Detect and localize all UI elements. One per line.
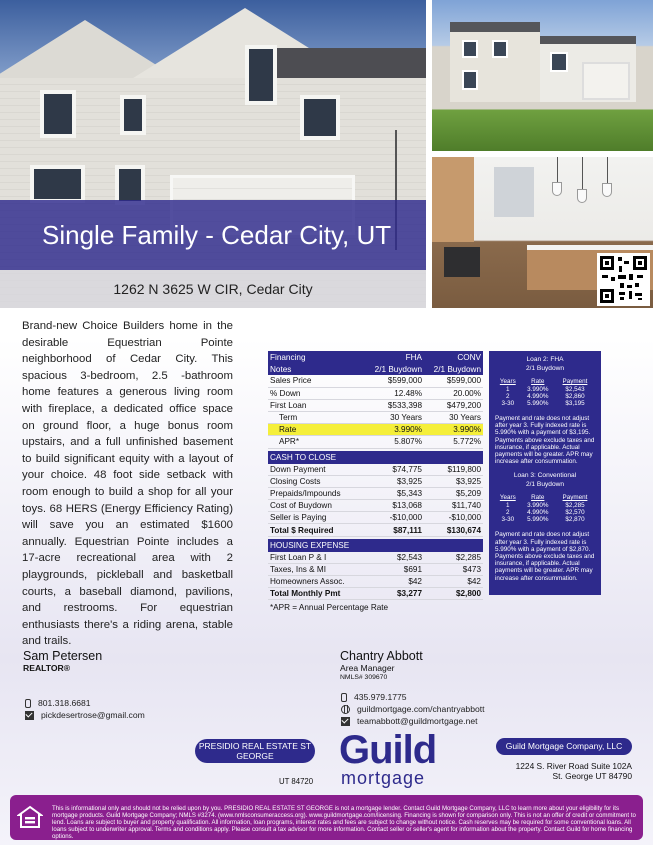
row-conv: $599,000 bbox=[446, 376, 481, 386]
table-row bbox=[268, 388, 483, 400]
row-label: APR* bbox=[279, 437, 300, 447]
lender-nmls: NMLS# 309670 bbox=[340, 674, 388, 681]
lender-email-text: teamabbott@guildmortgage.net bbox=[357, 716, 478, 726]
hero-photo bbox=[0, 0, 426, 308]
row-conv: $130,674 bbox=[446, 525, 481, 535]
brokerage-badge: PRESIDIO REAL ESTATE ST GEORGE bbox=[195, 739, 315, 763]
table-row bbox=[268, 436, 483, 448]
row-label: First Loan P & I bbox=[270, 552, 327, 562]
table-row bbox=[495, 393, 595, 400]
listing-title: Single Family - Cedar City, UT bbox=[42, 220, 392, 250]
conv-note: Payment and rate does not adjust after year 3. Fully indexed rate is 5.990% with a payment of $2,870. Payments above exclude taxes and insurance, if applicable. Actual payments will be greater. APR may increase after consummation. bbox=[495, 531, 595, 582]
cell-payment: $2,570 bbox=[565, 509, 585, 517]
logo-bottom-text: mortgage bbox=[341, 768, 426, 788]
row-label: Taxes, Ins & MI bbox=[270, 564, 326, 574]
listing-address-band bbox=[0, 270, 426, 308]
cell-years: 2 bbox=[506, 393, 510, 400]
listing-address: 1262 N 3625 W CIR, Cedar City bbox=[113, 281, 313, 297]
rate-row-highlighted bbox=[268, 424, 483, 436]
lender-company-badge: Guild Mortgage Company, LLC bbox=[496, 738, 632, 755]
lender-role: Area Manager bbox=[340, 663, 395, 673]
agent-email[interactable] bbox=[25, 710, 145, 720]
row-conv: $479,200 bbox=[446, 400, 481, 410]
row-label: Down Payment bbox=[270, 464, 326, 474]
cell-payment: $3,195 bbox=[565, 400, 585, 407]
cell-years: 2 bbox=[506, 509, 510, 517]
table-row bbox=[495, 386, 595, 393]
cell-rate: 4.990% bbox=[527, 393, 549, 400]
row-conv: $5,209 bbox=[455, 488, 481, 498]
fha-loan-title: Loan 2: FHA bbox=[526, 356, 564, 363]
col-rate: Rate bbox=[531, 378, 545, 385]
lender-address-line1: 1224 S. River Road Suite 102A bbox=[515, 761, 632, 771]
agent-email-text: pickdesertrose@gmail.com bbox=[41, 710, 145, 720]
lender-website[interactable] bbox=[341, 704, 485, 714]
col-payment: Payment bbox=[562, 378, 588, 385]
lender-email[interactable] bbox=[341, 716, 478, 726]
fha-schedule-table bbox=[495, 378, 595, 407]
cell-years: 3-30 bbox=[501, 400, 515, 407]
agent-phone[interactable] bbox=[25, 698, 91, 708]
cell-rate: 4.990% bbox=[527, 509, 549, 517]
header-conv-buydown: 2/1 Buydown bbox=[433, 364, 481, 374]
table-row bbox=[495, 516, 595, 523]
table-row bbox=[268, 375, 483, 387]
housing-expense-header bbox=[268, 539, 483, 552]
conv-loan-title: Loan 3: Conventional bbox=[513, 472, 577, 480]
agent-phone-text: 801.318.6681 bbox=[38, 698, 91, 708]
row-label: Total $ Required bbox=[270, 525, 334, 535]
lender-address-line2: St. George UT 84790 bbox=[552, 771, 632, 781]
globe-icon bbox=[341, 705, 350, 714]
listing-description: Brand-new Choice Builders home in the desirable Equestrian Pointe neighborhood of Cedar City. This spacious 3-bedroom, 2.5 -bathroom home features a generous living room with fireplace, a dedicated office space on ground floor, a huge bonus room upstairs, and a full unfinished basement to build significant equity with a layout of your choice. 48 foot side setback with room enough to build a shop for all your toys. 68 HERS (Energy Efficiency Rating) will save you an estimated $1600 annually. Equestrian Pointe includes a 17-acre recreational area with 2 playgrounds, pickleball and basketball courts, a baseball diamond, pavilions, and restrooms. For equestrian enthusiasts there's a riding arena, stable and trails. bbox=[22, 320, 233, 648]
cell-rate: 3.990% bbox=[527, 386, 549, 393]
row-conv: $2,800 bbox=[455, 589, 481, 599]
row-label: Homeowners Assoc. bbox=[270, 577, 345, 587]
conv-schedule-table bbox=[495, 494, 595, 523]
row-fha: $42 bbox=[408, 577, 422, 587]
col-years: Years bbox=[499, 378, 516, 385]
row-fha: $691 bbox=[403, 564, 422, 574]
table-row bbox=[268, 564, 483, 576]
financing-header-row-2 bbox=[268, 363, 483, 375]
row-fha: 3.990% bbox=[394, 425, 422, 435]
header-fha: FHA bbox=[405, 352, 422, 362]
phone-icon bbox=[25, 699, 31, 708]
row-conv: $11,740 bbox=[452, 501, 481, 511]
listing-title-band bbox=[0, 200, 426, 270]
total-required-row bbox=[268, 524, 483, 536]
row-fha: -$10,000 bbox=[389, 513, 422, 523]
financing-header-row-1 bbox=[268, 351, 483, 363]
row-label: % Down bbox=[270, 388, 301, 398]
cell-payment: $2,860 bbox=[565, 393, 585, 400]
table-row bbox=[268, 552, 483, 564]
col-payment: Payment bbox=[562, 494, 588, 502]
lender-name: Chantry Abbott bbox=[340, 649, 423, 663]
row-label: Term bbox=[279, 413, 298, 423]
row-fha: 12.48% bbox=[394, 388, 422, 398]
row-conv: $2,285 bbox=[455, 552, 481, 562]
table-row bbox=[268, 512, 483, 524]
row-fha: $13,068 bbox=[392, 501, 422, 511]
row-conv: $42 bbox=[467, 577, 481, 587]
row-fha: $3,925 bbox=[396, 476, 422, 486]
row-label: Total Monthly Pmt bbox=[270, 589, 341, 599]
agent-role: REALTOR® bbox=[23, 663, 71, 673]
row-label: Rate bbox=[279, 425, 297, 435]
cell-rate: 3.990% bbox=[527, 502, 549, 510]
row-fha: $2,543 bbox=[396, 552, 422, 562]
cash-to-close-header bbox=[268, 451, 483, 464]
header-notes: Notes bbox=[270, 364, 292, 374]
row-fha: $87,111 bbox=[393, 525, 422, 535]
col-rate: Rate bbox=[531, 494, 545, 502]
conv-loan-subtitle: 2/1 Buydown bbox=[525, 481, 565, 489]
lender-website-text: guildmortgage.com/chantryabbott bbox=[357, 704, 485, 714]
agent-license: UT 84720 bbox=[279, 777, 314, 786]
table-row bbox=[268, 488, 483, 500]
row-label: Sales Price bbox=[270, 376, 312, 386]
cell-payment: $2,543 bbox=[565, 386, 585, 393]
agent-name: Sam Petersen bbox=[23, 649, 103, 663]
fha-loan-subtitle: 2/1 Buydown bbox=[525, 365, 565, 372]
apr-note: *APR = Annual Percentage Rate bbox=[270, 603, 389, 613]
guild-mortgage-logo bbox=[339, 728, 441, 789]
section-title: CASH TO CLOSE bbox=[270, 452, 337, 462]
table-row bbox=[268, 576, 483, 588]
financing-table bbox=[268, 351, 483, 612]
row-label: First Loan bbox=[270, 400, 307, 410]
row-fha: $5,343 bbox=[396, 488, 422, 498]
row-conv: 30 Years bbox=[449, 413, 481, 423]
phone-icon bbox=[341, 693, 347, 702]
cell-years: 3-30 bbox=[501, 516, 515, 524]
total-monthly-row bbox=[268, 588, 483, 600]
email-icon bbox=[341, 717, 350, 726]
table-row bbox=[268, 412, 483, 424]
row-label: Seller is Paying bbox=[270, 513, 327, 523]
row-conv: $473 bbox=[462, 564, 481, 574]
email-icon bbox=[25, 711, 34, 720]
header-fha-buydown: 2/1 Buydown bbox=[374, 364, 422, 374]
row-conv: $3,925 bbox=[455, 476, 481, 486]
cell-years: 1 bbox=[506, 502, 510, 510]
disclaimer-footer bbox=[10, 795, 643, 840]
disclaimer-text: This is informational only and should not be relied upon by you. PRESIDIO REAL ESTATE ST GEORGE is not a mortgage lender. Contact Guild Mortgage Company, LLC to learn more about your eligibility for its mortgage products. Guild Mortgage Company; NMLS #3274. (www.nmlsconsumeraccess.org). www.guildmortgage.com/licensing. Financing is shown for comparison only. This is not an offer of credit or commitment to lend. Loans are subject to buyer and property qualification. All information, loan programs, interest rates and fees are subject to change without notice. Cash reserves may be required for some conventional loans. All loans subject to underwriter approval. Terms and conditions apply. Please consult a tax advisor for more information. Contact seller or seller's agent for information about the property. Contact Guild for home financing options. bbox=[52, 805, 636, 840]
table-row bbox=[268, 400, 483, 412]
lender-phone-text: 435.979.1775 bbox=[354, 692, 407, 702]
row-conv: $119,800 bbox=[447, 464, 481, 474]
equal-housing-icon bbox=[17, 805, 43, 831]
exterior-photo bbox=[432, 0, 653, 151]
row-fha: $533,398 bbox=[387, 400, 422, 410]
table-row bbox=[268, 476, 483, 488]
table-row bbox=[268, 500, 483, 512]
row-fha: $599,000 bbox=[387, 376, 422, 386]
section-title: HOUSING EXPENSE bbox=[270, 540, 350, 550]
row-conv: 5.772% bbox=[453, 437, 481, 447]
logo-top-text: Guild bbox=[339, 728, 437, 772]
row-fha: $74,775 bbox=[392, 464, 422, 474]
table-row bbox=[495, 509, 595, 516]
table-row bbox=[268, 464, 483, 476]
table-row bbox=[495, 400, 595, 407]
cell-years: 1 bbox=[506, 386, 510, 393]
header-conv: CONV bbox=[457, 352, 481, 362]
cell-payment: $2,870 bbox=[565, 516, 585, 524]
cell-rate: 5.990% bbox=[527, 516, 549, 524]
row-conv: -$10,000 bbox=[448, 513, 481, 523]
header-financing: Financing bbox=[270, 352, 306, 362]
table-row bbox=[495, 502, 595, 509]
lender-phone[interactable] bbox=[341, 692, 407, 702]
fha-note: Payment and rate does not adjust after year 3. Fully indexed rate is 5.990% with a payment of $3,195. Payments above exclude taxes and insurance, if applicable. Actual payments will be greater. APR may increase after consummation. bbox=[495, 415, 595, 466]
row-fha: 30 Years bbox=[390, 413, 422, 423]
row-fha: $3,277 bbox=[396, 589, 422, 599]
col-years: Years bbox=[499, 494, 516, 502]
row-label: Prepaids/Impounds bbox=[270, 488, 341, 498]
row-conv: 20.00% bbox=[453, 388, 481, 398]
cell-rate: 5.990% bbox=[527, 400, 549, 407]
qr-code[interactable] bbox=[597, 253, 650, 306]
row-conv: 3.990% bbox=[453, 425, 481, 435]
row-fha: 5.807% bbox=[394, 437, 422, 447]
row-label: Closing Costs bbox=[270, 476, 321, 486]
row-label: Cost of Buydown bbox=[270, 501, 332, 511]
cell-payment: $2,285 bbox=[565, 502, 585, 510]
loan-details-box bbox=[489, 351, 601, 595]
